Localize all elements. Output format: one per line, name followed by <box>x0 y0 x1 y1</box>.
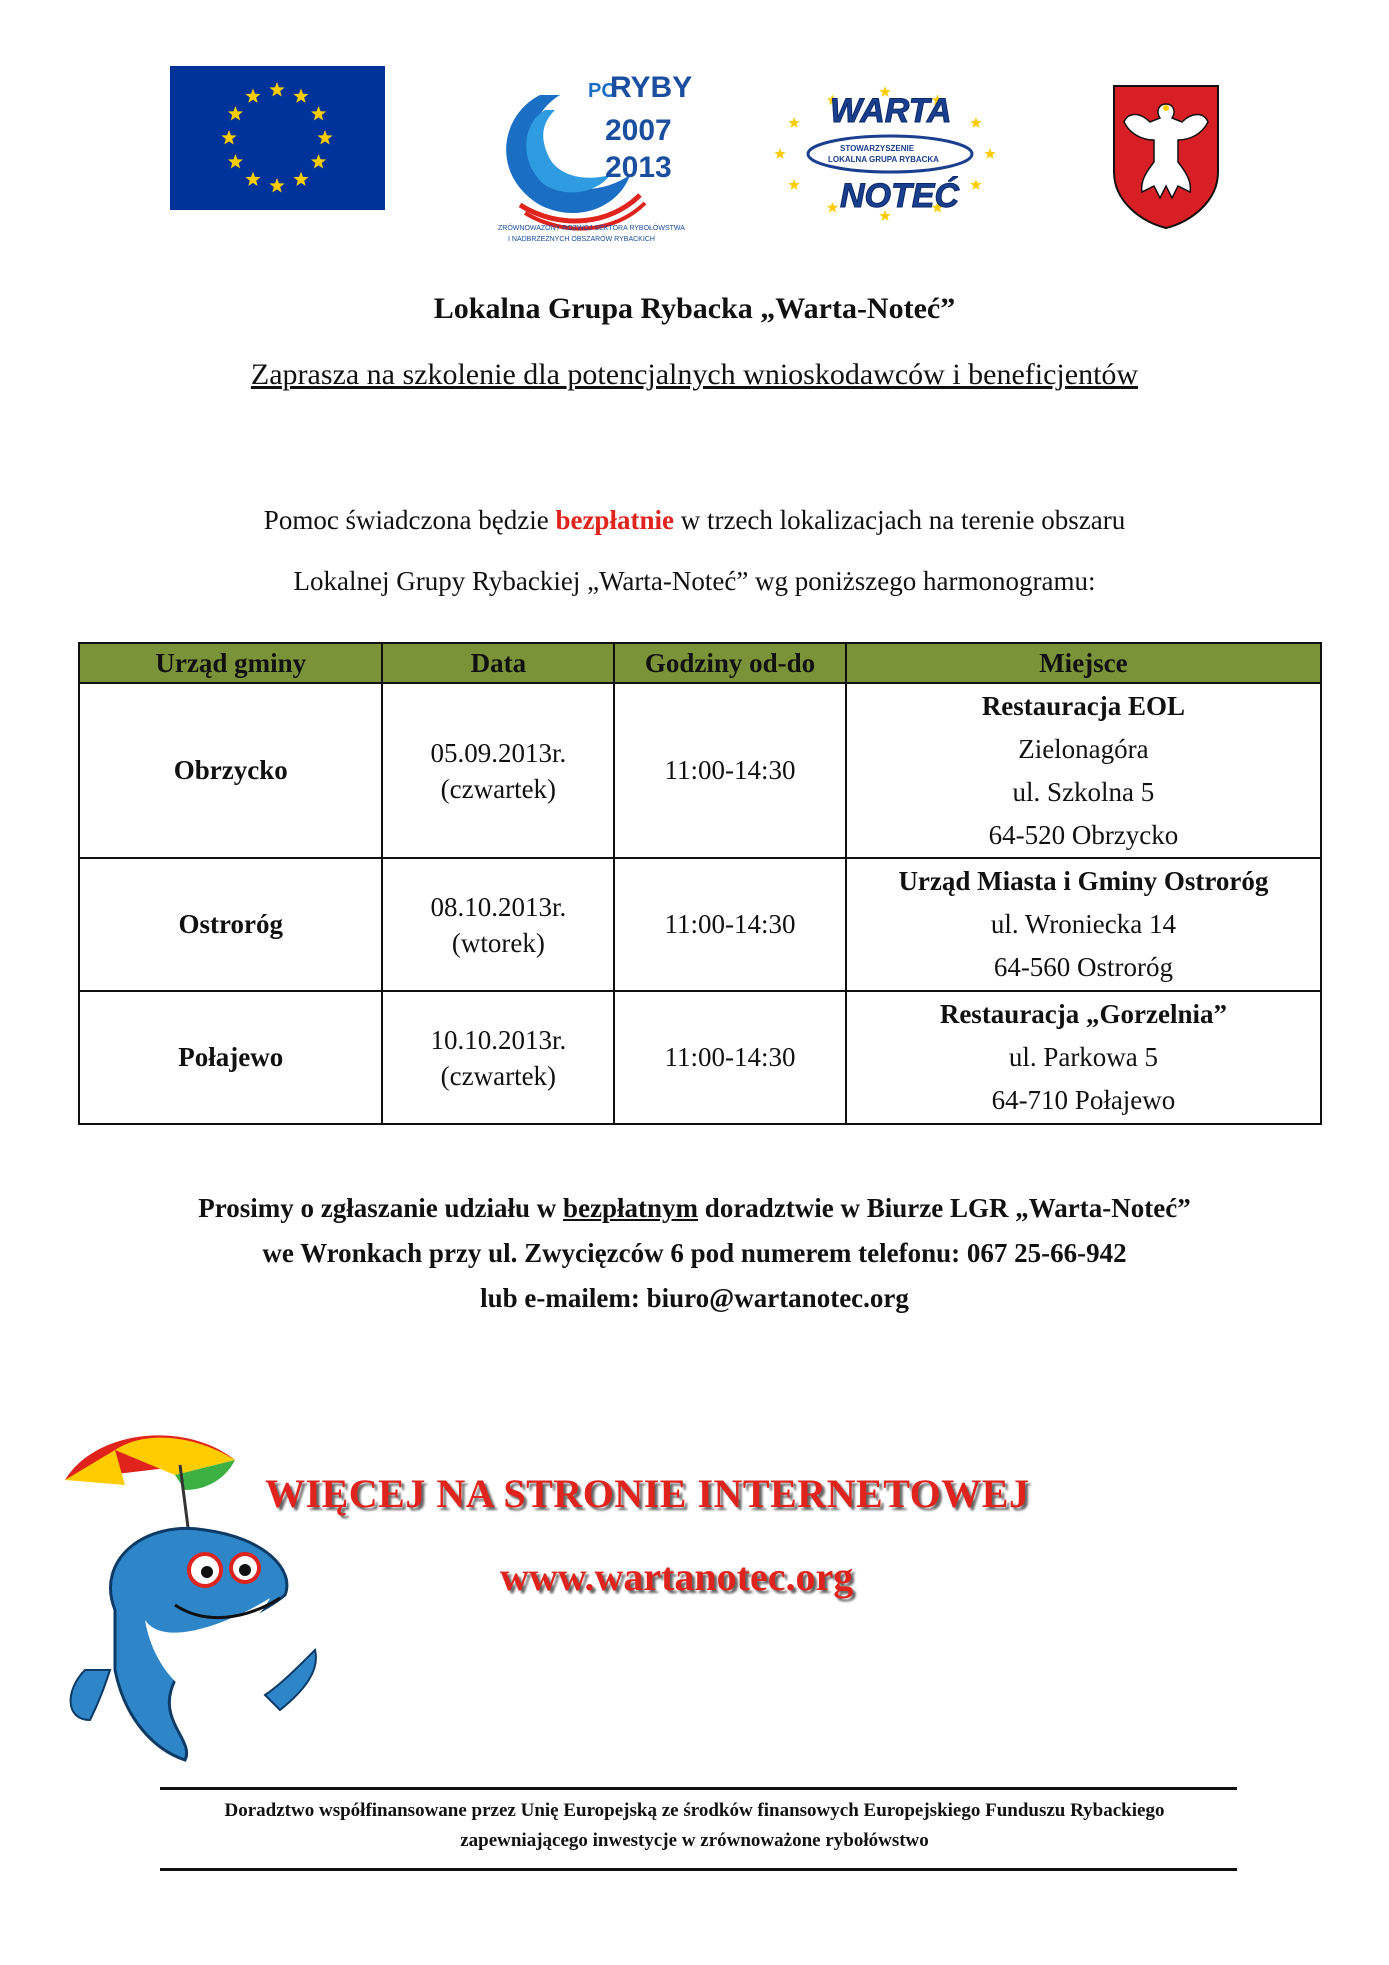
svg-text:STOWARZYSZENIE: STOWARZYSZENIE <box>840 144 915 153</box>
eu-star <box>293 88 308 102</box>
eu-flag-logo <box>170 66 385 210</box>
eu-star <box>221 130 236 144</box>
date-value: 05.09.2013r. <box>430 737 567 768</box>
warta-notec-logo <box>770 82 1000 230</box>
wielkopolska-crest-logo <box>1110 82 1222 230</box>
footer-bottom-rule <box>160 1868 1237 1871</box>
cell-place <box>846 991 1321 1124</box>
svg-text:ZRÓWNOWAŻONY ROZWÓJ SEKTORA RY: ZRÓWNOWAŻONY ROZWÓJ SEKTORA RYBOŁÓWSTWA <box>498 225 685 232</box>
table-header-row <box>79 643 1321 683</box>
cell-date <box>382 683 614 858</box>
footer-line-2: zapewniającego inwestycje w zrównoważone rybołówstwo <box>460 1830 929 1851</box>
footer-top-rule <box>160 1787 1237 1790</box>
cell-date <box>382 858 614 991</box>
header-hours: Godziny od-do <box>614 643 846 683</box>
eu-star <box>245 172 260 186</box>
table-row <box>79 991 1321 1124</box>
cell-gmina: Obrzycko <box>79 683 382 858</box>
header-gmina: Urząd gminy <box>79 643 382 683</box>
svg-text:NOTEĆ: NOTEĆ <box>840 177 959 215</box>
intro-line-2: Lokalnej Grupy Rybackiej „Warta-Noteć” wg poniższego harmonogramu: <box>293 566 1096 596</box>
contact-text-before: Prosimy o zgłaszanie udziału w <box>198 1193 564 1223</box>
place-line: ul. Wroniecka 14 <box>990 909 1176 939</box>
cell-gmina: Połajewo <box>79 991 382 1124</box>
svg-text:RYBY: RYBY <box>610 71 693 104</box>
eu-star <box>311 154 326 168</box>
place-name: Restauracja „Gorzelnia” <box>939 999 1228 1029</box>
date-value: 08.10.2013r. <box>430 891 567 922</box>
place-line: ul. Parkowa 5 <box>1008 1042 1159 1072</box>
cell-gmina: Ostroróg <box>79 858 382 991</box>
eu-star <box>245 88 260 102</box>
date-value: 10.10.2013r. <box>430 1024 567 1055</box>
place-name: Restauracja EOL <box>981 690 1186 721</box>
table-row <box>79 683 1321 858</box>
contact-line-1 <box>0 1186 1389 1231</box>
eu-star <box>293 172 308 186</box>
place-line: 64-710 Połajewo <box>991 1085 1176 1115</box>
warta-star <box>970 117 981 128</box>
day-value: (czwartek) <box>440 1060 557 1091</box>
eu-star <box>228 106 243 120</box>
place-name: Urząd Miasta i Gminy Ostroróg <box>898 866 1269 896</box>
cell-date <box>382 991 614 1124</box>
schedule-table <box>78 642 1322 1125</box>
po-ryby-logo <box>480 55 702 257</box>
page-subtitle: Zaprasza na szkolenie dla potencjalnych wnioskodawców i beneficjentów <box>250 358 1139 391</box>
place-line: ul. Szkolna 5 <box>1012 776 1155 807</box>
header-date: Data <box>382 643 614 683</box>
cell-place <box>846 683 1321 858</box>
website-link[interactable]: www.wartanotec.org <box>500 1554 854 1599</box>
svg-text:PO: PO <box>588 80 617 102</box>
eu-star <box>269 82 284 96</box>
svg-text:2007: 2007 <box>605 114 672 147</box>
footer-line-1: Doradztwo współfinansowane przez Unię Europejską ze środków finansowych Europejskiego Funduszu Rybackiego <box>224 1800 1165 1821</box>
place-line: 64-560 Ostroróg <box>993 952 1174 982</box>
contact-line-2: we Wronkach przy ul. Zwycięzców 6 pod numerem telefonu: 067 25-66-942 <box>262 1238 1127 1268</box>
table-row <box>79 858 1321 991</box>
place-line: 64-520 Obrzycko <box>988 819 1179 850</box>
warta-star <box>984 148 995 159</box>
warta-star <box>970 179 981 190</box>
svg-text:2013: 2013 <box>605 151 672 184</box>
day-value: (czwartek) <box>440 773 557 804</box>
svg-text:LOKALNA GRUPA RYBACKA: LOKALNA GRUPA RYBACKA <box>828 155 939 164</box>
free-highlight: bezpłatnie <box>555 505 674 535</box>
free-underlined: bezpłatnym <box>563 1193 699 1223</box>
cell-hours: 11:00-14:30 <box>614 683 846 858</box>
eu-stars-icon <box>170 66 385 210</box>
contact-email[interactable]: lub e-mailem: biuro@wartanotec.org <box>480 1283 909 1313</box>
eu-star <box>269 178 284 192</box>
cell-hours: 11:00-14:30 <box>614 991 846 1124</box>
header-place: Miejsce <box>846 643 1321 683</box>
more-info-heading: WIĘCEJ NA STRONIE INTERNETOWEJ <box>265 1471 1030 1516</box>
page-title: Lokalna Grupa Rybacka „Warta-Noteć” <box>433 292 956 325</box>
contact-text-after: doradztwie w Biurze LGR „Warta-Noteć” <box>698 1193 1191 1223</box>
place-line: Zielonagóra <box>1018 733 1149 764</box>
intro-text-after: w trzech lokalizacjach na terenie obszaru <box>673 505 1126 535</box>
intro-line-1 <box>0 505 1389 536</box>
day-value: (wtorek) <box>451 927 545 958</box>
eu-star <box>317 130 332 144</box>
intro-text-before: Pomoc świadczona będzie <box>263 505 556 535</box>
eu-star <box>311 106 326 120</box>
contact-block <box>0 1186 1389 1321</box>
svg-text:WARTA: WARTA <box>830 92 952 130</box>
warta-star <box>788 117 799 128</box>
warta-star <box>788 179 799 190</box>
svg-text:I NADBRZEŻNYCH OBSZARÓW RYBACK: I NADBRZEŻNYCH OBSZARÓW RYBACKICH <box>508 236 655 243</box>
warta-star <box>774 148 785 159</box>
eu-star <box>228 154 243 168</box>
cell-hours: 11:00-14:30 <box>614 858 846 991</box>
cell-place <box>846 858 1321 991</box>
warta-star <box>827 202 838 213</box>
